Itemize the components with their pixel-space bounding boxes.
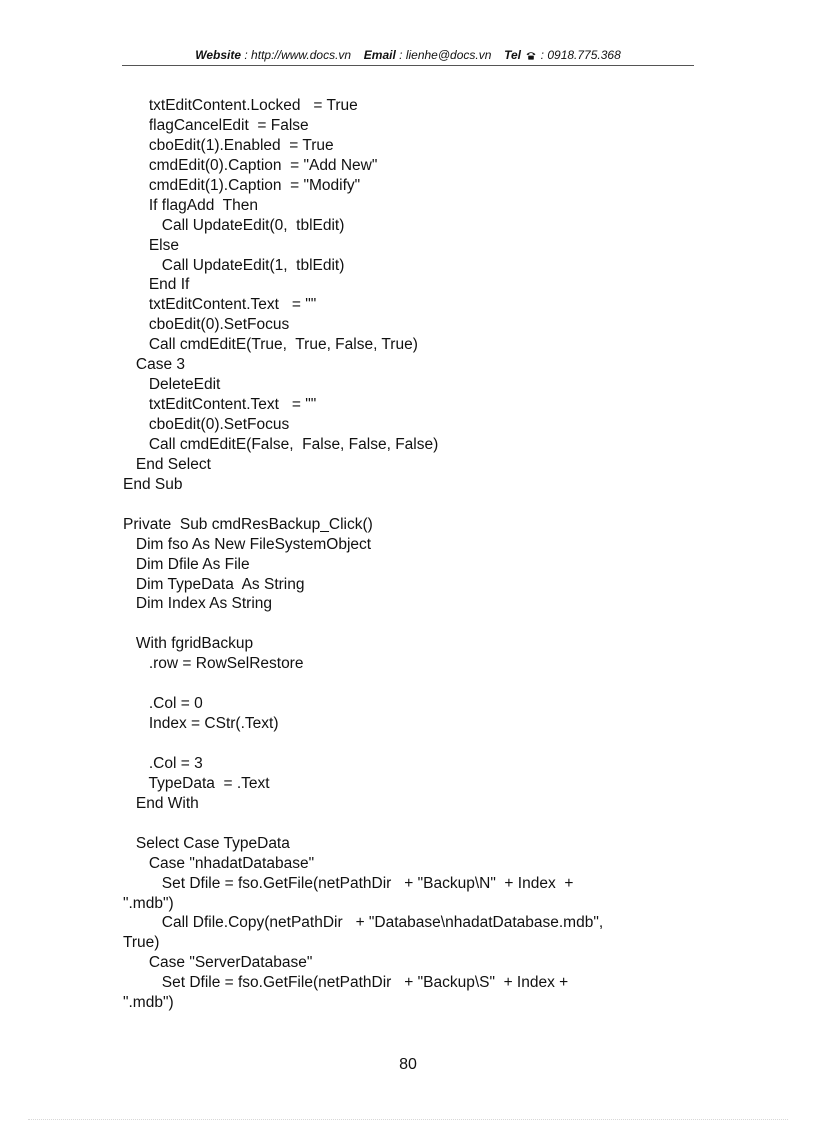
- page-header: [122, 47, 694, 63]
- code-line: cboEdit(0).SetFocus: [123, 316, 290, 334]
- telephone-icon: [526, 51, 536, 60]
- code-line: Index = CStr(.Text): [123, 715, 279, 733]
- website-value: : http://www.docs.vn: [244, 48, 352, 62]
- code-line: Case "ServerDatabase": [123, 954, 313, 972]
- code-line: cmdEdit(0).Caption = "Add New": [123, 156, 378, 174]
- tel-value: : 0918.775.368: [540, 48, 621, 62]
- code-line: Set Dfile = fso.GetFile(netPathDir + "Backup\N" + Index +: [123, 874, 574, 892]
- email-label: Email: [363, 48, 396, 62]
- code-line: [123, 674, 703, 694]
- code-line: cboEdit(1).Enabled = True: [123, 136, 334, 154]
- code-line: flagCancelEdit = False: [123, 116, 309, 134]
- code-line: Case 3: [123, 356, 186, 374]
- code-line: Set Dfile = fso.GetFile(netPathDir + "Backup\S" + Index +: [123, 974, 569, 992]
- code-line: With fgridBackup: [123, 635, 254, 653]
- code-line: Call cmdEditE(True, True, False, True): [123, 336, 418, 354]
- code-line: Case "nhadatDatabase": [123, 854, 315, 872]
- code-listing: [123, 96, 703, 1013]
- footer-divider: [28, 1119, 788, 1120]
- code-line: Dim TypeData As String: [123, 575, 305, 593]
- code-line: txtEditContent.Locked = True: [123, 97, 358, 114]
- code-line: [123, 614, 703, 634]
- code-line: Dim Index As String: [123, 595, 273, 613]
- code-line: Dim fso As New FileSystemObject: [123, 535, 372, 553]
- email-value: : lienhe@docs.vn: [399, 48, 492, 62]
- code-line: [123, 495, 703, 515]
- code-line: [123, 814, 703, 834]
- code-line: .Col = 3: [123, 754, 203, 772]
- code-line: ".mdb"): [123, 994, 174, 1012]
- code-line: End If: [123, 276, 190, 294]
- code-line: cboEdit(0).SetFocus: [123, 416, 290, 433]
- code-line: Call UpdateEdit(0, tblEdit): [123, 216, 345, 234]
- code-line: True): [123, 934, 160, 952]
- code-line: Call Dfile.Copy(netPathDir + "Database\nhadatDatabase.mdb",: [123, 914, 604, 932]
- code-line: ".mdb"): [123, 894, 174, 912]
- header-divider: [122, 65, 694, 66]
- website-label: Website: [195, 48, 242, 62]
- code-line: If flagAdd Then: [123, 196, 258, 214]
- code-line: cmdEdit(1).Caption = "Modify": [123, 176, 361, 194]
- code-line: End Sub: [123, 475, 183, 493]
- code-line: End With: [123, 794, 199, 812]
- page-number: 80: [399, 1056, 417, 1073]
- code-line: Else: [123, 236, 179, 254]
- code-line: Private Sub cmdResBackup_Click(): [123, 515, 373, 533]
- code-line: txtEditContent.Text = "": [123, 296, 317, 314]
- code-line: Dim Dfile As File: [123, 555, 250, 573]
- code-line: End Select: [123, 455, 211, 473]
- code-line: TypeData = .Text: [123, 774, 270, 792]
- code-line: Call UpdateEdit(1, tblEdit): [123, 256, 345, 274]
- code-line: Select Case TypeData: [123, 834, 290, 852]
- code-line: .Col = 0: [123, 695, 203, 713]
- tel-label: Tel: [504, 48, 521, 62]
- code-line: txtEditContent.Text = "": [123, 396, 317, 414]
- code-line: .row = RowSelRestore: [123, 655, 304, 673]
- code-line: [123, 734, 703, 754]
- code-line: DeleteEdit: [123, 376, 221, 394]
- code-line: Call cmdEditE(False, False, False, False): [123, 435, 439, 453]
